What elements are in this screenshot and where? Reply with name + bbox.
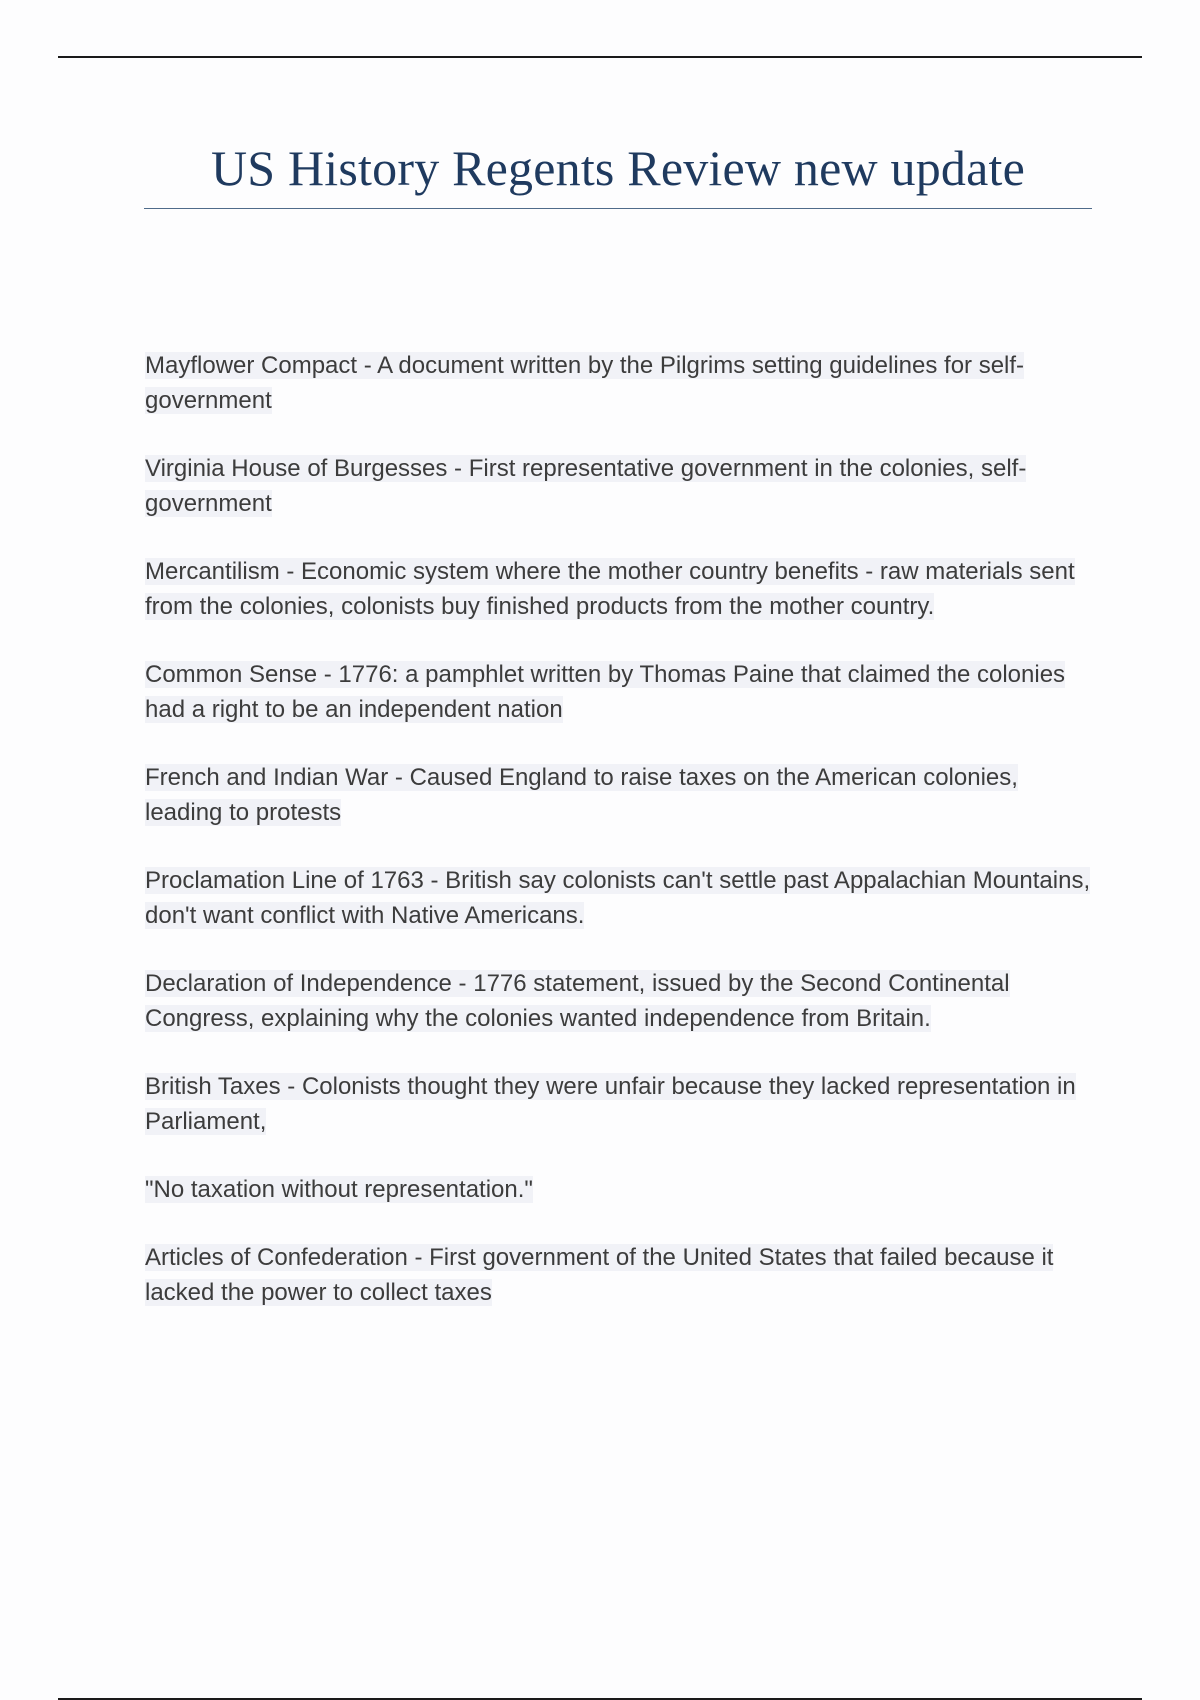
entry [145,451,1095,521]
title-block [144,140,1092,209]
entry-text: "No taxation without representation." [145,1176,533,1203]
entry [145,1069,1095,1139]
entry [145,554,1095,624]
entries-list [145,348,1095,1343]
entry [145,1240,1095,1310]
entry-text: Declaration of Independence - 1776 statement, issued by the Second Continental Congress, explaining why the colonies wanted independence from Britain. [145,970,1010,1032]
entry [145,657,1095,727]
entry [145,348,1095,418]
entry [145,863,1095,933]
entry-text: Virginia House of Burgesses - First representative government in the colonies, self-government [145,455,1027,517]
entry-text: Proclamation Line of 1763 - British say colonists can't settle past Appalachian Mountains, don't want conflict with Native Americans. [145,867,1091,929]
entry-text: Mayflower Compact - A document written by the Pilgrims setting guidelines for self-government [145,352,1025,414]
entry-text: Mercantilism - Economic system where the mother country benefits - raw materials sent from the colonies, colonists buy finished products from the mother country. [145,558,1075,620]
entry-text: Articles of Confederation - First government of the United States that failed because it lacked the power to collect taxes [145,1244,1054,1306]
entry-text: British Taxes - Colonists thought they were unfair because they lacked representation in Parliament, [145,1073,1076,1135]
document-title: US History Regents Review new update [210,140,1025,196]
entry [145,1172,1095,1207]
entry-text: Common Sense - 1776: a pamphlet written by Thomas Paine that claimed the colonies had a right to be an independent nation [145,661,1066,723]
top-rule [58,56,1142,58]
entry [145,966,1095,1036]
entry-text: French and Indian War - Caused England to raise taxes on the American colonies, leading to protests [145,764,1018,826]
entry [145,760,1095,830]
